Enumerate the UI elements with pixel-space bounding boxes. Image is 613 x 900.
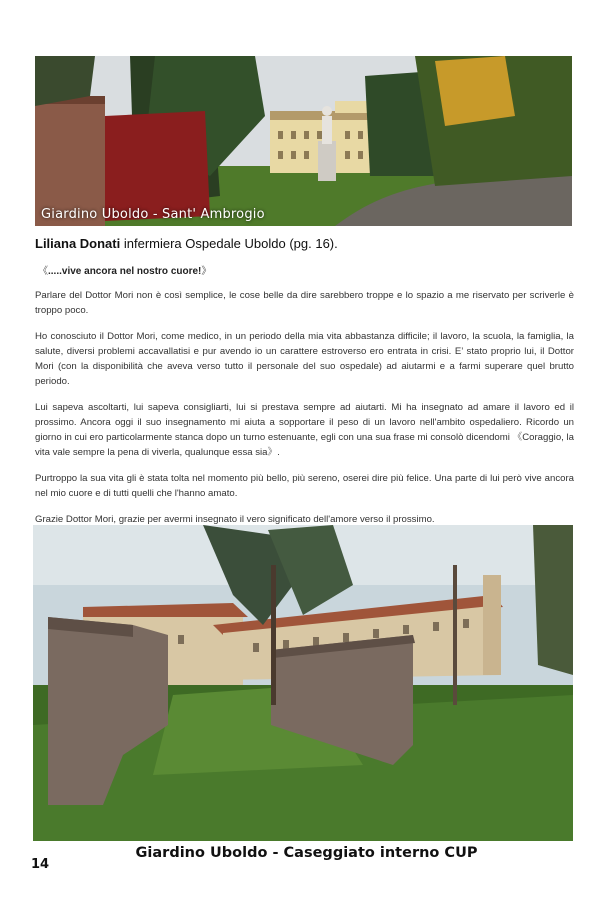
quote-close-mark: 》: [201, 266, 212, 277]
author-name: Liliana Donati: [35, 236, 121, 251]
garden-photo-sant-ambrogio: [35, 56, 572, 226]
author-line: [35, 236, 338, 251]
garden-photo-sant-ambrogio-image: [35, 56, 572, 226]
photo-caption-bottom: Giardino Uboldo - Caseggiato interno CUP: [135, 845, 478, 861]
article-paragraph: Parlare del Dottor Mori non è così semplice, le cose belle da dire sarebbero troppe e lo spazio a me riservato per scriverle è troppo poco.: [35, 290, 574, 316]
article-paragraph: Ho conosciuto il Dottor Mori, come medico, in un periodo della mia vita abbastanza difficile; il lavoro, la scuola, la famiglia, la salute, diversi problemi accavallatisi e pur avendo io un carattere estroverso ero entrata in crisi. E’ stato proprio lui, il Dottor Mori (con la disponibilità che aveva verso tutto il personale del suo ospedale) ad aiutarmi e a farmi superare quel brutto periodo.: [35, 331, 574, 387]
author-role: infermiera Ospedale Uboldo (pg. 16).: [123, 236, 338, 251]
page-number: 14: [31, 857, 50, 872]
quote-open-mark: 《: [38, 266, 48, 277]
garden-photo-caseggiato: [33, 525, 573, 841]
article-body: [35, 288, 574, 538]
article-paragraph: Purtroppo la sua vita gli è stata tolta nel momento più bello, più sereno, oserei dire più felice. Una parte di lui però vive ancora nel mio cuore e di tutti quelli che l'hanno amato.: [35, 473, 574, 499]
article-quote: [38, 262, 211, 277]
photo-caption-top: Giardino Uboldo - Sant' Ambrogio: [41, 207, 265, 222]
quote-text: .....vive ancora nel nostro cuore!: [48, 266, 202, 277]
garden-photo-caseggiato-image: [33, 525, 573, 841]
article-paragraph: Grazie Dottor Mori, grazie per avermi insegnato il vero significato dell'amore verso il prossimo.: [35, 514, 435, 525]
article-paragraph: Lui sapeva ascoltarti, lui sapeva consigliarti, lui si prestava sempre ad aiutarti. Mi ha insegnato ad amare il lavoro ed il prossimo. Ancora oggi il suo insegnamento mi aiuta a sopportare il peso di un lavoro nell'ambito ospedaliero. Ricordo un giorno in cui ero particolarmente stanca dopo un turno estenuante, egli con una sua frase mi consolò dicendomi 《Coraggio, la vita vale sempre la pena di viverla, qualunque essa sia》.: [35, 402, 574, 458]
